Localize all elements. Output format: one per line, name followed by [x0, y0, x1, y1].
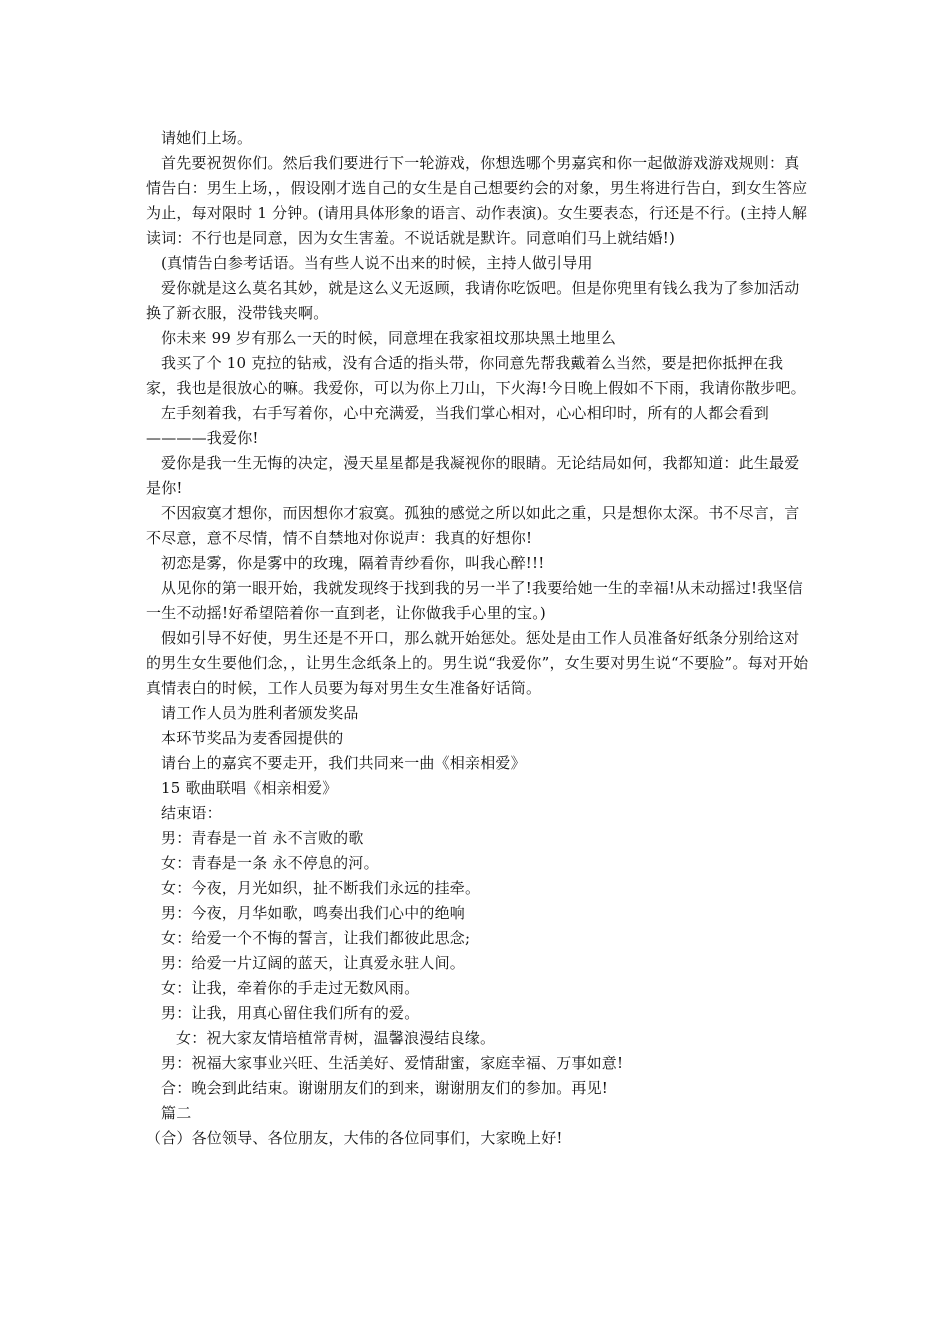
paragraph: (真情告白参考话语。当有些人说不出来的时候，主持人做引导用 [161, 254, 593, 272]
paragraph: 结束语： [161, 804, 222, 822]
paragraph: 左手刻着我，右手写着你，心中充满爱，当我们掌心相对，心心相印时，所有的人都会看到————我爱你! [146, 404, 770, 447]
paragraph: 女：给爱一个不悔的誓言，让我们都彼此思念; [161, 929, 471, 947]
paragraph: 女：让我，牵着你的手走过无数风雨。 [161, 979, 420, 997]
paragraph: 男：让我，用真心留住我们所有的爱。 [161, 1004, 420, 1022]
paragraph: 请工作人员为胜利者颁发奖品 [161, 704, 359, 722]
paragraph: 篇二 [161, 1104, 192, 1122]
paragraph: 请她们上场。 [161, 129, 253, 147]
paragraph: 不因寂寞才想你，而因想你才寂寞。孤独的感觉之所以如此之重，只是想你太深。书不尽言，言不尽意，意不尽情，情不自禁地对你说声：我真的好想你! [146, 504, 800, 547]
paragraph: 15 歌曲联唱《相亲相爱》 [161, 779, 338, 797]
paragraph: 爱你就是这么莫名其妙，就是这么义无返顾，我请你吃饭吧。但是你兜里有钱么我为了参加活动换了新衣服，没带钱夹啊。 [146, 279, 800, 322]
paragraph: 本环节奖品为麦香园提供的 [161, 729, 344, 747]
paragraph: 爱你是我一生无悔的决定，漫天星星都是我凝视你的眼睛。无论结局如何，我都知道：此生最爱是你! [146, 454, 800, 497]
paragraph: 请台上的嘉宾不要走开，我们共同来一曲《相亲相爱》 [161, 754, 526, 772]
paragraph: 假如引导不好使，男生还是不开口，那么就开始惩处。惩处是由工作人员准备好纸条分别给这对的男生女生要他们念，，让男生念纸条上的。男生说“我爱你”，女生要对男生说“不要脸”。每对开始真情表白的时候，工作人员要为每对男生女生准备好话筒。 [146, 629, 809, 697]
paragraph: （合）各位领导、各位朋友，大伟的各位同事们，大家晚上好! [146, 1129, 563, 1147]
paragraph: 我买了个 10 克拉的钻戒，没有合适的指头带，你同意先帮我戴着么当然，要是把你抵押在我家，我也是很放心的嘛。我爱你，可以为你上刀山，下火海!今日晚上假如不下雨，我请你散步吧。 [146, 354, 806, 397]
paragraph: 男：青春是一首 永不言败的歌 [161, 829, 364, 847]
paragraph: 初恋是雾，你是雾中的玫瑰，隔着青纱看你，叫我心醉!!! [161, 554, 545, 572]
paragraph: 女：今夜，月光如织，扯不断我们永远的挂牵。 [161, 879, 481, 897]
document-body [146, 126, 812, 1151]
paragraph: 男：祝福大家事业兴旺、生活美好、爱情甜蜜，家庭幸福、万事如意! [161, 1054, 624, 1072]
paragraph: 首先要祝贺你们。然后我们要进行下一轮游戏，你想选哪个男嘉宾和你一起做游戏游戏规则：真情告白：男生上场，，假设刚才选自己的女生是自己想要约会的对象，男生将进行告白，到女生答应为止，每对限时 1 分钟。(请用具体形象的语言、动作表演)。女生要表态，行还是不行。(主持人解读词：不行也是同意，因为女生害羞。不说话就是默许。同意咱们马上就结婚!) [146, 154, 808, 247]
paragraph: 男：今夜，月华如歌，鸣奏出我们心中的绝响 [161, 904, 466, 922]
paragraph: 女：祝大家友情培植常青树，温馨浪漫结良缘。 [176, 1029, 496, 1047]
paragraph: 从见你的第一眼开始，我就发现终于找到我的另一半了!我要给她一生的幸福!从未动摇过!我坚信一生不动摇!好希望陪着你一直到老，让你做我手心里的宝。) [146, 579, 803, 622]
paragraph: 合：晚会到此结束。谢谢朋友们的到来，谢谢朋友们的参加。再见! [161, 1079, 609, 1097]
paragraph: 男：给爱一片辽阔的蓝天，让真爱永驻人间。 [161, 954, 466, 972]
paragraph: 你未来 99 岁有那么一天的时候，同意埋在我家祖坟那块黑土地里么 [161, 329, 617, 347]
paragraph: 女：青春是一条 永不停息的河。 [161, 854, 379, 872]
